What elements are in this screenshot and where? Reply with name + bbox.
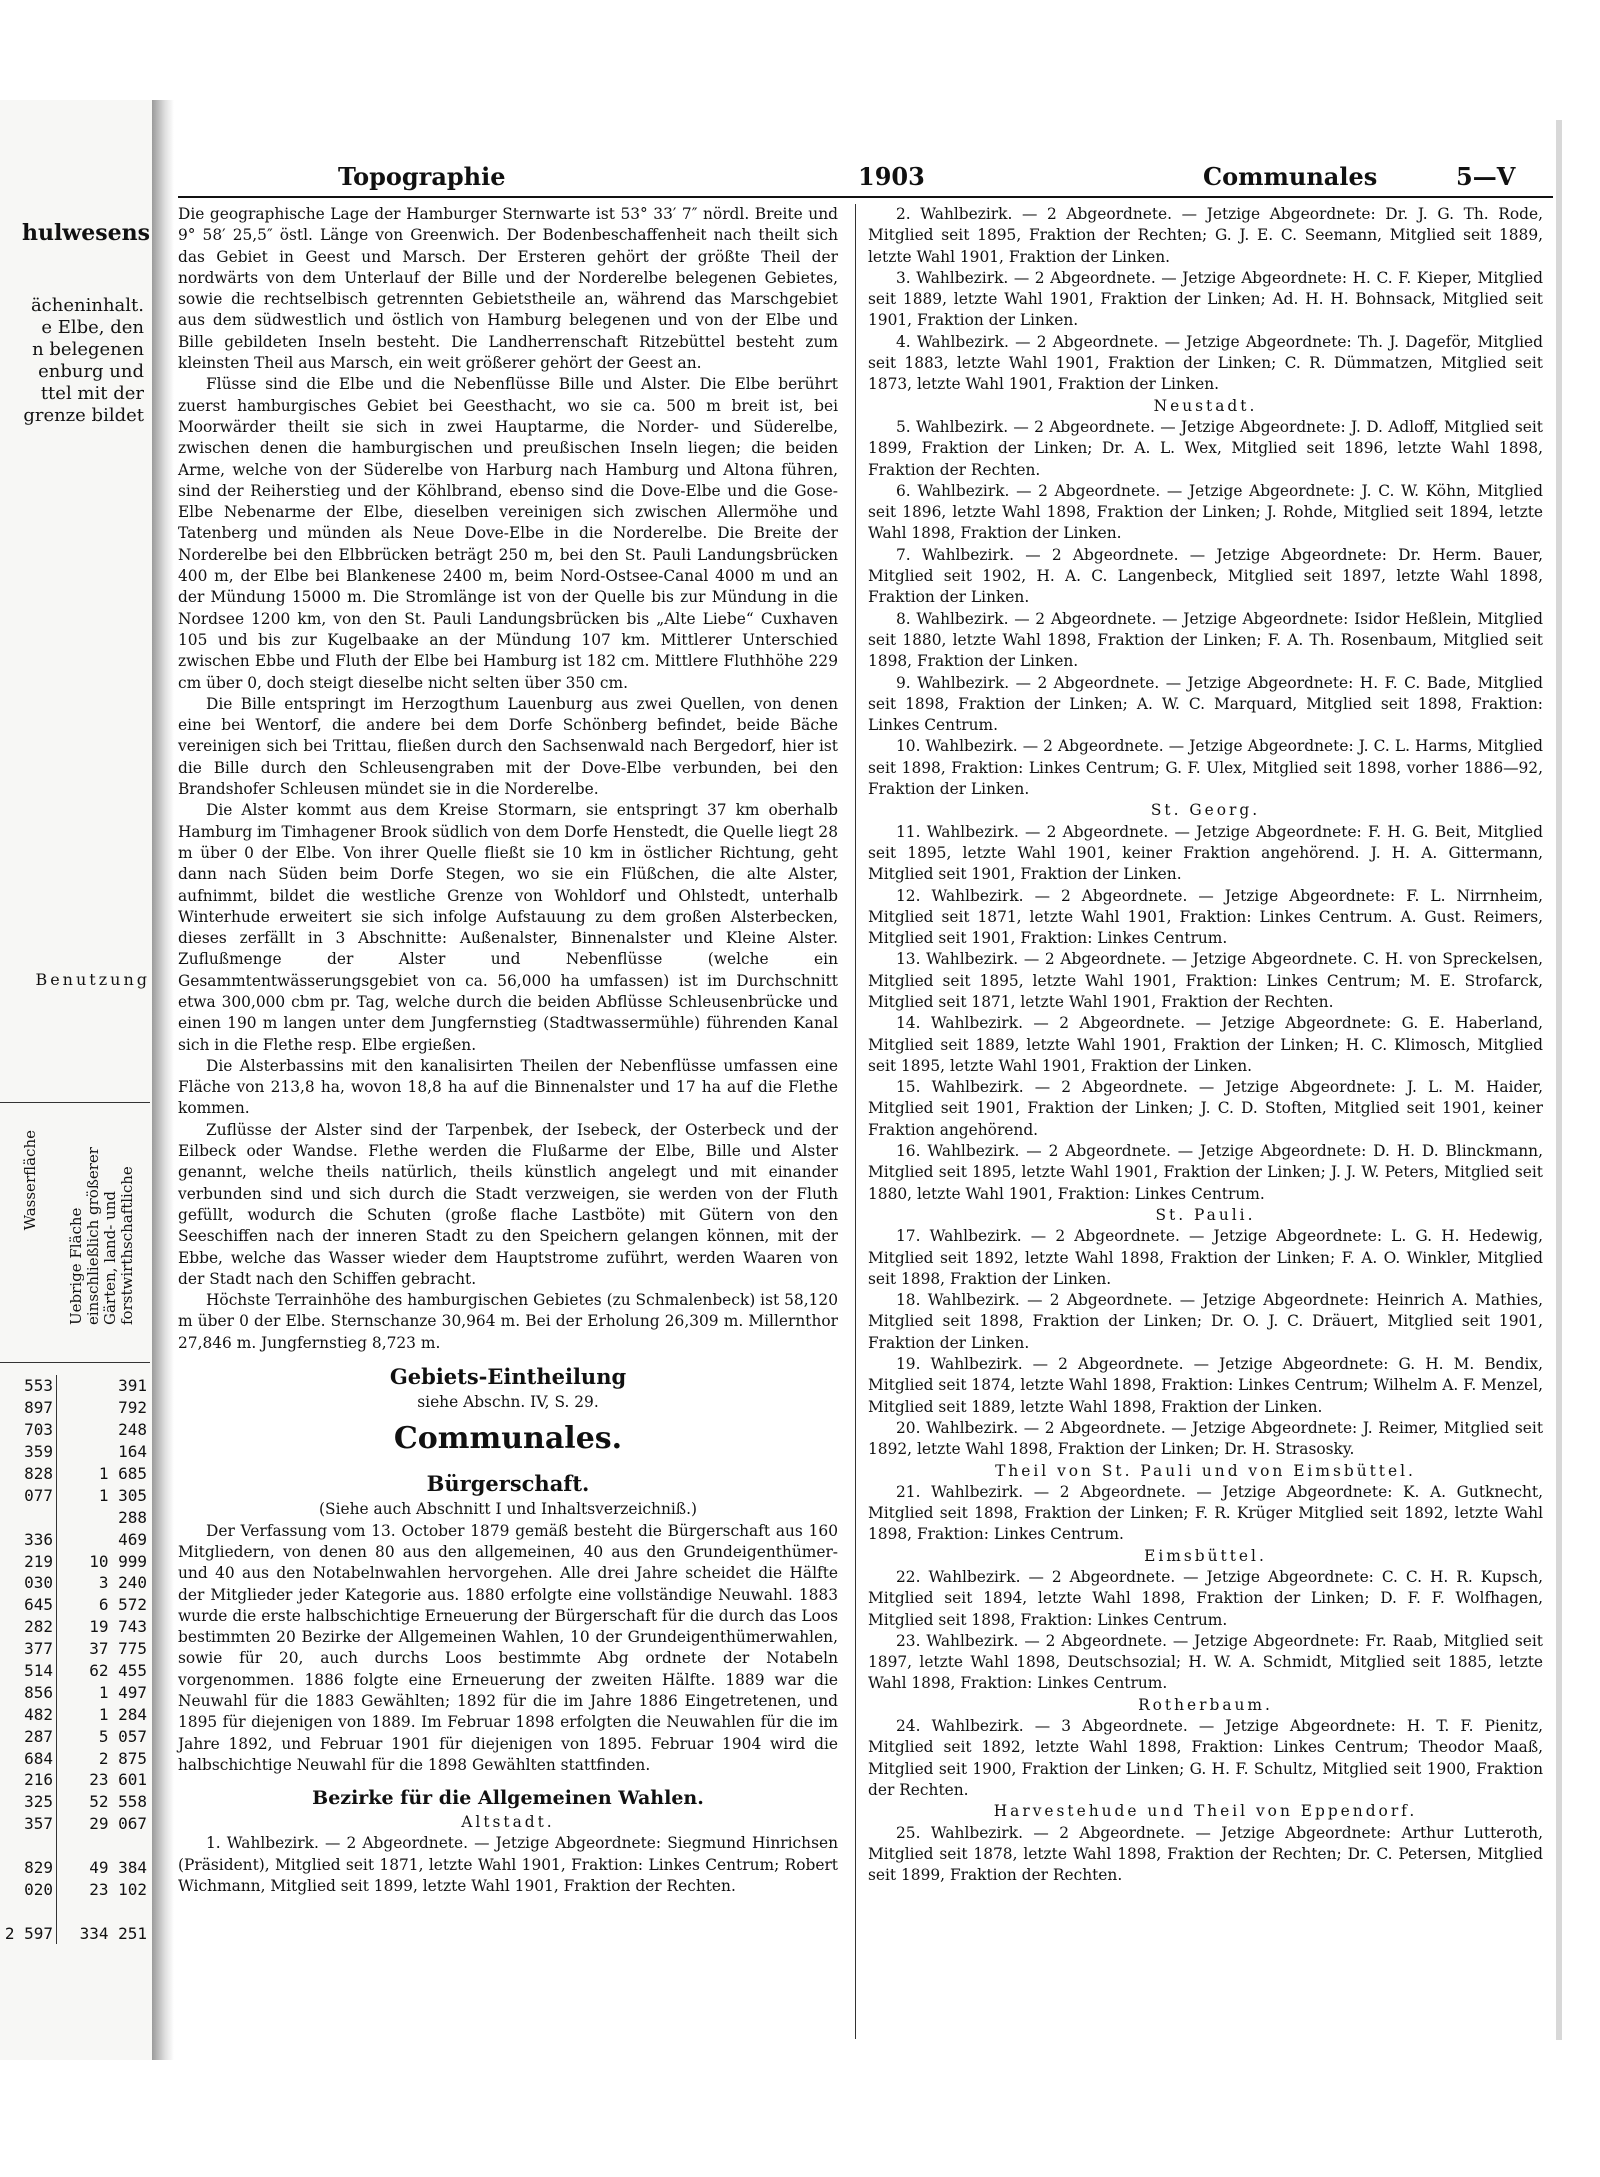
paragraph: 15. Wahlbezirk. — 2 Abgeordnete. — Jetzige Abgeordnete: J. L. M. Haider, Mitglied seit 1901, Fraktion der Linken; J. C. D. Stoften, Mitglied seit 1901, keiner Fraktion angehörend. xyxy=(868,1078,1543,1139)
usage-header: Benutzung xyxy=(35,970,150,989)
other-area-cell: 164 xyxy=(118,1442,147,1462)
other-area-cell: 19 743 xyxy=(89,1617,147,1637)
water-area-cell: 357 xyxy=(0,1813,57,1835)
section-heading: St. Georg. xyxy=(1150,801,1261,820)
table-row xyxy=(0,1922,150,1944)
section-heading: siehe Abschn. IV, S. 29. xyxy=(417,1393,599,1412)
table-rule-top xyxy=(0,1102,150,1103)
section-heading: St. Pauli. xyxy=(1155,1205,1256,1224)
header-section-right: Communales xyxy=(1203,162,1378,191)
paragraph: Die Alster kommt aus dem Kreise Stormarn, sie entspringt 37 km oberhalb Hamburg im Timhagener Brook südlich von dem Dorfe Henstedt, die Quelle liegt 28 m über 0 der Elbe. Von ihrer Quelle fließt sie 10 km in östlicher Richtung, geht dann nach Süden beim Dorfe Stegen, wo sie ein Flüßchen, die alte Alster, aufnimmt, bildet die westliche Grenze von Wohldorf und Ohlstedt, unterhalb Winterhude erweitert sie sich infolge Aufstauung zu dem großen Alsterbecken, dieses zerfällt in 3 Abschnitte: Außenalster, Binnenalster und Kleine Alster. Zuflußmenge der Alster und Nebenflüsse (welche ein Gesammtentwässerungsgebiet von ca. 56,000 ha umfassen) ist im Durchschnitt etwa 300,000 cbm pr. Tag, welche durch die beiden Abflüsse Schleusenbrücke und einen 190 m langen unter dem Jungfernstieg (Stadtwassermühle) führenden Kanal sich in die Flethe resp. Elbe ergießen. xyxy=(178,801,838,1054)
column-header-water: Wasserfläche xyxy=(21,1130,39,1231)
table-row xyxy=(0,1660,150,1682)
other-area-cell xyxy=(57,1835,151,1857)
table-row xyxy=(0,1725,150,1747)
table-row xyxy=(0,1900,150,1922)
other-area-cell: 2 875 xyxy=(98,1748,147,1768)
table-row xyxy=(0,1681,150,1703)
paragraph: Zuflüsse der Alster sind der Tarpenbek, der Isebeck, der Osterbeck und der Eilbeck oder Wandse. Flethe werden die Flußarme der Elbe, Bille und Alster genannt, welche theils natürlich, theils künstlich angelegt und mit einander verbunden sind und sich durch die Stadt verzweigen, sie werden von der Fluth gefüllt, wodurch die Schuten (große flache Lastböte) mit Gütern von den Seeschiffen nach der inneren Stadt zu den Speichern gelangen können, mit der Ebbe, welche das Wasser wieder dem Hauptstrome zuführt, werden Waaren von der Stadt nach den Schiffen gebracht. xyxy=(178,1120,838,1288)
water-area-cell: 897 xyxy=(0,1397,57,1419)
other-area-cell: 62 455 xyxy=(89,1661,147,1681)
table-row xyxy=(0,1747,150,1769)
section-heading: Neustadt. xyxy=(1153,396,1258,415)
water-area-cell xyxy=(0,1835,57,1857)
adjacent-page-heading: hulwesens xyxy=(21,220,150,246)
table-row xyxy=(0,1878,150,1900)
water-area-cell: 325 xyxy=(0,1791,57,1813)
column-divider xyxy=(855,204,856,2039)
table-row xyxy=(0,1594,150,1616)
section-heading: (Siehe auch Abschnitt I und Inhaltsverzeichniß.) xyxy=(319,1500,697,1519)
water-area-cell: 216 xyxy=(0,1769,57,1791)
paragraph: 3. Wahlbezirk. — 2 Abgeordnete. — Jetzige Abgeordnete: H. C. F. Kieper, Mitglied seit 1889, letzte Wahl 1901, Fraktion der Linken; Ad. H. H. Bohnsack, Mitglied seit 1901, Fraktion der Linken. xyxy=(868,268,1543,330)
paragraph: 4. Wahlbezirk. — 2 Abgeordnete. — Jetzige Abgeordnete: Th. J. Dageför, Mitglied seit 1883, letzte Wahl 1901, Fraktion der Linken; C. R. Dümmatzen, Mitglied seit 1873, letzte Wahl 1901, Fraktion der Linken. xyxy=(868,332,1543,394)
section-heading: Theil von St. Pauli und von Eimsbüttel. xyxy=(995,1461,1416,1480)
section-heading: Eimsbüttel. xyxy=(1144,1546,1267,1565)
adjacent-text-line: grenze bildet xyxy=(23,405,144,426)
header-rule xyxy=(178,196,1553,198)
water-area-cell: 482 xyxy=(0,1703,57,1725)
water-area-cell: 030 xyxy=(0,1572,57,1594)
water-area-cell: 2 597 xyxy=(0,1922,57,1944)
paragraph: 12. Wahlbezirk. — 2 Abgeordnete. — Jetzige Abgeordnete: F. L. Nirrnheim, Mitglied seit 1871, letzte Wahl 1901, Fraktion: Linkes Centrum. A. Gust. Reimers, Mitglied seit 1901, Fraktion: Linkes Centrum. xyxy=(868,886,1543,948)
adjacent-page-fragment xyxy=(0,100,153,2060)
other-area-cell: 334 251 xyxy=(79,1923,147,1943)
table-row xyxy=(0,1550,150,1572)
paragraph: 5. Wahlbezirk. — 2 Abgeordnete. — Jetzige Abgeordnete: J. D. Adloff, Mitglied seit 1899, Fraktion der Linken; Dr. A. L. Wex, Mitglied seit 1896, letzte Wahl 1898, Fraktion der Rechten. xyxy=(868,417,1543,479)
water-area-cell: 553 xyxy=(0,1375,57,1397)
table-row xyxy=(0,1419,150,1441)
adjacent-text-line: ttel mit der xyxy=(40,383,144,404)
water-area-cell xyxy=(0,1900,57,1922)
other-area-cell: 1 284 xyxy=(98,1704,147,1724)
paragraph: 20. Wahlbezirk. — 2 Abgeordnete. — Jetzige Abgeordnete: J. Reimer, Mitglied seit 1892, letzte Wahl 1898, Fraktion der Linken; Dr. H. Strasosky. xyxy=(868,1418,1543,1459)
main-page xyxy=(178,118,1553,2038)
other-area-cell: 10 999 xyxy=(89,1551,147,1571)
paragraph: Der Verfassung vom 13. October 1879 gemäß besteht die Bürgerschaft aus 160 Mitgliedern, von denen 80 aus den allgemeinen, 40 aus den Grundeigenthümer- und 40 aus den Notabelnwahlen hervorgehen. Alle drei Jahre scheidet die Hälfte der Mitglieder jeder Kategorie aus. 1880 erfolgte eine vollständige Neuwahl. 1883 wurde die erste halbschichtige Erneuerung der Bürgerschaft für die durch das Loos bestimmten 20 Bezirke der Allgemeinen Wahlen, 10 der Grundeigenthümerwahlen, sowie für 20, auch durchs Loos bestimmte Abg ordnete der Notabeln vorgenommen. 1886 folgte eine Erneuerung der zweiten Hälfte. 1889 war die Neuwahl für die 1883 Gewählten; 1892 für die im Jahre 1886 Eingetretenen, und 1895 für diejenigen von 1889. Im Februar 1898 erfolgten die Neuwahlen für die im Jahre 1892, und Februar 1901 für diejenigen von 1895. Februar 1904 wird die halbschichtige Neuwahl für die 1898 Gewählten stattfinden. xyxy=(178,1521,838,1774)
table-row xyxy=(0,1463,150,1485)
adjacent-text-line: ächeninhalt. xyxy=(30,295,144,316)
table-row xyxy=(0,1572,150,1594)
water-area-cell: 020 xyxy=(0,1878,57,1900)
other-area-cell: 469 xyxy=(118,1529,147,1549)
column-header-other: Uebrige Fläche einschließlich größerer Gärten, land- und forstwirthschaftliche xyxy=(67,1147,136,1325)
water-area-cell: 684 xyxy=(0,1747,57,1769)
adjacent-text-line: e Elbe, den xyxy=(41,317,144,338)
table-row xyxy=(0,1506,150,1528)
table-row xyxy=(0,1528,150,1550)
paragraph: 14. Wahlbezirk. — 2 Abgeordnete. — Jetzige Abgeordnete: G. E. Haberland, Mitglied seit 1889, letzte Wahl 1901, Fraktion der Linken; H. C. Klimosch, Mitglied seit 1895, letzte Wahl 1901, Fraktion der Linken. xyxy=(868,1014,1543,1075)
water-area-cell: 645 xyxy=(0,1594,57,1616)
section-heading: Bürgerschaft. xyxy=(426,1471,590,1497)
other-area-cell: 37 775 xyxy=(89,1639,147,1659)
other-area-cell xyxy=(57,1900,151,1922)
paragraph: 7. Wahlbezirk. — 2 Abgeordnete. — Jetzige Abgeordnete: Dr. Herm. Bauer, Mitglied seit 1902, H. A. C. Langenbeck, Mitglied seit 1897, letzte Wahl 1898, Fraktion der Linken. xyxy=(868,545,1543,607)
paragraph: 18. Wahlbezirk. — 2 Abgeordnete. — Jetzige Abgeordnete: Heinrich A. Mathies, Mitglied seit 1898, Fraktion der Linken; Dr. O. J. C. Dräuert, Mitglied seit 1901, Fraktion der Linken. xyxy=(868,1291,1543,1352)
water-area-cell: 359 xyxy=(0,1441,57,1463)
left-column xyxy=(178,204,838,1897)
paragraph: 9. Wahlbezirk. — 2 Abgeordnete. — Jetzige Abgeordnete: H. F. C. Bade, Mitglied seit 1898, Fraktion der Linken; A. W. C. Marquard, Mitglied seit 1898, Fraktion: Linkes Centrum. xyxy=(868,673,1543,735)
water-area-cell: 336 xyxy=(0,1528,57,1550)
paragraph: 8. Wahlbezirk. — 2 Abgeordnete. — Jetzige Abgeordnete: Isidor Heßlein, Mitglied seit 1880, letzte Wahl 1898, Fraktion der Linken; F. A. Th. Rosenbaum, Mitglied seit 1898, Fraktion der Linken. xyxy=(868,609,1543,671)
paragraph: 1. Wahlbezirk. — 2 Abgeordnete. — Jetzige Abgeordnete: Siegmund Hinrichsen (Präsident), Mitglied seit 1871, letzte Wahl 1901, Fraktion: Linkes Centrum; Robert Wichmann, Mitglied seit 1899, letzte Wahl 1901, Fraktion der Rechten. xyxy=(178,1834,838,1896)
paragraph: Die geographische Lage der Hamburger Sternwarte ist 53° 33′ 7″ nördl. Breite und 9° 58′ 25,5″ östl. Länge von Greenwich. Der Bodenbeschaffenheit nach theilt sich das Gebiet in Geest und Marsch. Der Ersteren gehört der größte Theil der nordwärts von dem Unterlauf der Bille und der Norderelbe belegenen Gebietes, sowie die rechtselbisch getrennten Gebietstheile an, während das Marschgebiet aus dem südwestlich und östlich von Hamburg belegenen und von der Elbe und Bille gebildeten Inseln besteht. Die Landherrenschaft Ritzebüttel besteht zum kleinsten Theil aus Marsch, ein weit größerer gehört der Geest an. xyxy=(178,205,838,373)
book-gutter xyxy=(152,100,174,2060)
paragraph: 10. Wahlbezirk. — 2 Abgeordnete. — Jetzige Abgeordnete: J. C. L. Harms, Mitglied seit 1898, Fraktion: Linkes Centrum; G. F. Ulex, Mitglied seit 1898, vorher 1886—92, Fraktion der Linken. xyxy=(868,737,1543,799)
table-row xyxy=(0,1375,150,1397)
section-heading: Altstadt. xyxy=(461,1813,555,1832)
header-page-number: 5—V xyxy=(1456,162,1516,191)
other-area-cell: 1 305 xyxy=(98,1485,147,1505)
table-row xyxy=(0,1813,150,1835)
water-area-cell: 514 xyxy=(0,1660,57,1682)
section-heading: Gebiets-Eintheilung xyxy=(389,1364,627,1390)
paragraph: 13. Wahlbezirk. — 2 Abgeordnete. — Jetzige Abgeordnete. C. H. von Spreckelsen, Mitglied seit 1895, letzte Wahl 1901, Fraktion: Linkes Centrum; M. E. Strofarck, Mitglied seit 1871, letzte Wahl 1901, Fraktion der Rechten. xyxy=(868,950,1543,1011)
water-area-cell: 287 xyxy=(0,1725,57,1747)
other-area-cell: 3 240 xyxy=(98,1573,147,1593)
water-area-cell: 828 xyxy=(0,1463,57,1485)
paragraph: 11. Wahlbezirk. — 2 Abgeordnete. — Jetzige Abgeordnete: F. H. G. Beit, Mitglied seit 1895, letzte Wahl 1901, keiner Fraktion angehörend. J. H. A. Gittermann, Mitglied seit 1901, Fraktion der Linken. xyxy=(868,822,1543,884)
paragraph: Flüsse sind die Elbe und die Nebenflüsse Bille und Alster. Die Elbe berührt zuerst hamburgisches Gebiet bei Geesthacht, wo sie ca. 500 m breit ist, bei Moorwärder theilt sie sich in zwei Hauptarme, die Norder- und Süderelbe, zwischen denen die hamburgischen und preußischen Inseln liegen; die beiden Arme, welche von der Süderelbe von Harburg nach Hamburg und Altona führen, sind der Reiherstieg und der Köhlbrand, ebenso sind die Dove-Elbe und die Gose-Elbe Nebenarme der Elbe, dieselben vereinigen sich zwischen Allermöhe und Tatenberg und münden als Neue Dove-Elbe in die Norderelbe. Die Breite der Norderelbe bei den Elbbrücken beträgt 250 m, bei den St. Pauli Landungsbrücken 400 m, der Elbe bei Blankenese 2400 m, beim Nord-Ostsee-Canal 4000 m und an der Mündung 15000 m. Die Stromlänge ist von der Quelle bis zur Mündung in die Nordsee 1200 km, von den St. Pauli Landungsbrücken bis „Alte Liebe“ Cuxhaven 105 und bis zur Kugelbaake an der Mündung 107 km. Mittlerer Unterschied zwischen Ebbe und Fluth der Elbe bei Hamburg ist 182 cm. Mittlere Fluthhöhe 229 cm über 0, doch steigt dieselbe nicht selten über 350 cm. xyxy=(178,375,838,692)
other-area-cell: 29 067 xyxy=(89,1814,147,1834)
table-row xyxy=(0,1397,150,1419)
other-area-cell: 23 102 xyxy=(89,1879,147,1899)
page-edge xyxy=(1556,120,1562,2040)
paragraph: Die Alsterbassins mit den kanalisirten Theilen der Nebenflüsse umfassen eine Fläche von 213,8 ha, wovon 18,8 ha auf die Binnenalster und 17 ha auf die Flethe kommen. xyxy=(178,1056,838,1118)
other-area-cell: 6 572 xyxy=(98,1595,147,1615)
adjacent-text-line: enburg und xyxy=(38,361,144,382)
water-area-cell: 829 xyxy=(0,1857,57,1879)
header-section-left: Topographie xyxy=(338,162,506,191)
table-row xyxy=(0,1638,150,1660)
water-area-cell: 282 xyxy=(0,1616,57,1638)
paragraph: Die Bille entspringt im Herzogthum Lauenburg aus zwei Quellen, von denen eine bei Wentorf, die andere bei dem Dorfe Schönberg befindet, beide Bäche vereinigen sich bei Trittau, fließen durch den Sachsenwald nach Bergedorf, hier ist die Bille durch den Schleusengraben mit der Dove-Elbe verbunden, bei den Brandshofer Schleusen mündet sie in die Norderelbe. xyxy=(178,694,838,799)
other-area-cell: 792 xyxy=(118,1398,147,1418)
paragraph: Höchste Terrainhöhe des hamburgischen Gebietes (zu Schmalenbeck) ist 58,120 m über 0 der Elbe. Sternschanze 30,964 m. Bei der Erholung 26,309 m. Millernthor 27,846 m. Jungfernstieg 8,723 m. xyxy=(178,1291,838,1352)
table-row xyxy=(0,1441,150,1463)
paragraph: 21. Wahlbezirk. — 2 Abgeordnete. — Jetzige Abgeordnete: K. A. Gutknecht, Mitglied seit 1898, Fraktion der Linken; F. R. Krüger Mitglied seit 1892, letzte Wahl 1898, Fraktion: Linkes Centrum. xyxy=(868,1482,1543,1544)
paragraph: 17. Wahlbezirk. — 2 Abgeordnete. — Jetzige Abgeordnete: L. G. H. Hedewig, Mitglied seit 1892, letzte Wahl 1898, Fraktion der Linken; F. A. O. Winkler, Mitglied seit 1898, Fraktion der Linken. xyxy=(868,1227,1543,1288)
header-year: 1903 xyxy=(858,162,925,191)
table-row xyxy=(0,1484,150,1506)
other-area-cell: 1 497 xyxy=(98,1682,147,1702)
other-area-cell: 23 601 xyxy=(89,1770,147,1790)
other-area-cell: 391 xyxy=(118,1376,147,1396)
water-area-cell xyxy=(0,1506,57,1528)
water-area-cell: 219 xyxy=(0,1550,57,1572)
paragraph: 19. Wahlbezirk. — 2 Abgeordnete. — Jetzige Abgeordnete: G. H. M. Bendix, Mitglied seit 1874, letzte Wahl 1898, Fraktion: Linkes Centrum; Wilhelm A. F. Menzel, Mitglied seit 1889, letzte Wahl 1898, Fraktion der Linken. xyxy=(868,1355,1543,1416)
table-row xyxy=(0,1857,150,1879)
table-row xyxy=(0,1769,150,1791)
section-heading: Rotherbaum. xyxy=(1138,1695,1273,1714)
paragraph: 16. Wahlbezirk. — 2 Abgeordnete. — Jetzige Abgeordnete: D. H. D. Blinckmann, Mitglied seit 1895, letzte Wahl 1901, Fraktion der Linken; J. J. W. Peters, Mitglied seit 1880, letzte Wahl 1901, Fraktion: Linkes Centrum. xyxy=(868,1142,1543,1203)
other-area-cell: 288 xyxy=(118,1507,147,1527)
column-headers xyxy=(0,1110,150,1330)
paragraph: 24. Wahlbezirk. — 3 Abgeordnete. — Jetzige Abgeordnete: H. T. F. Pienitz, Mitglied seit 1892, letzte Wahl 1898, Fraktion: Linkes Centrum; Theodor Maaß, Mitglied seit 1900, Fraktion der Linken; G. H. F. Schultz, Mitglied seit 1900, Fraktion der Rechten. xyxy=(868,1717,1543,1799)
table-row xyxy=(0,1791,150,1813)
other-area-cell: 5 057 xyxy=(98,1726,147,1746)
section-heading: Harvestehude und Theil von Eppendorf. xyxy=(993,1802,1418,1821)
other-area-cell: 49 384 xyxy=(89,1858,147,1878)
adjacent-page-text xyxy=(0,295,150,427)
paragraph: 2. Wahlbezirk. — 2 Abgeordnete. — Jetzige Abgeordnete: Dr. J. G. Th. Rode, Mitglied seit 1895, Fraktion der Rechten; G. J. E. C. Seemann, Mitglied seit 1889, letzte Wahl 1901, Fraktion der Linken. xyxy=(868,205,1543,266)
water-area-cell: 377 xyxy=(0,1638,57,1660)
area-usage-table xyxy=(0,1375,150,1944)
section-heading: Bezirke für die Allgemeinen Wahlen. xyxy=(312,1787,704,1810)
table-row xyxy=(0,1703,150,1725)
adjacent-text-line: n belegenen xyxy=(32,339,144,360)
table-row xyxy=(0,1835,150,1857)
other-area-cell: 248 xyxy=(118,1420,147,1440)
paragraph: 22. Wahlbezirk. — 2 Abgeordnete. — Jetzige Abgeordnete: C. C. H. R. Kupsch, Mitglied seit 1894, letzte Wahl 1898, Fraktion der Linken; D. F. F. Wolfhagen, Mitglied seit 1898, Fraktion: Linkes Centrum. xyxy=(868,1568,1543,1629)
water-area-cell: 856 xyxy=(0,1681,57,1703)
section-heading: Communales. xyxy=(393,1421,623,1457)
paragraph: 6. Wahlbezirk. — 2 Abgeordnete. — Jetzige Abgeordnete: J. C. W. Köhn, Mitglied seit 1896, letzte Wahl 1898, Fraktion der Linken; J. Rohde, Mitglied seit 1894, letzte Wahl 1898, Fraktion der Linken. xyxy=(868,481,1543,543)
water-area-cell: 703 xyxy=(0,1419,57,1441)
right-column xyxy=(868,204,1543,1886)
paragraph: 25. Wahlbezirk. — 2 Abgeordnete. — Jetzige Abgeordnete: Arthur Lutteroth, Mitglied seit 1878, letzte Wahl 1898, Fraktion der Rechten; Dr. C. Petersen, Mitglied seit 1899, Fraktion der Rechten. xyxy=(868,1823,1543,1885)
water-area-cell: 077 xyxy=(0,1484,57,1506)
table-rule-bottom xyxy=(0,1362,150,1363)
paragraph: 23. Wahlbezirk. — 2 Abgeordnete. — Jetzige Abgeordnete: Fr. Raab, Mitglied seit 1897, letzte Wahl 1898, Deutschsozial; H. W. A. Schmidt, Mitglied seit 1885, letzte Wahl 1898, Fraktion: Linkes Centrum. xyxy=(868,1631,1543,1693)
other-area-cell: 1 685 xyxy=(98,1464,147,1483)
table-row xyxy=(0,1616,150,1638)
other-area-cell: 52 558 xyxy=(89,1792,147,1812)
